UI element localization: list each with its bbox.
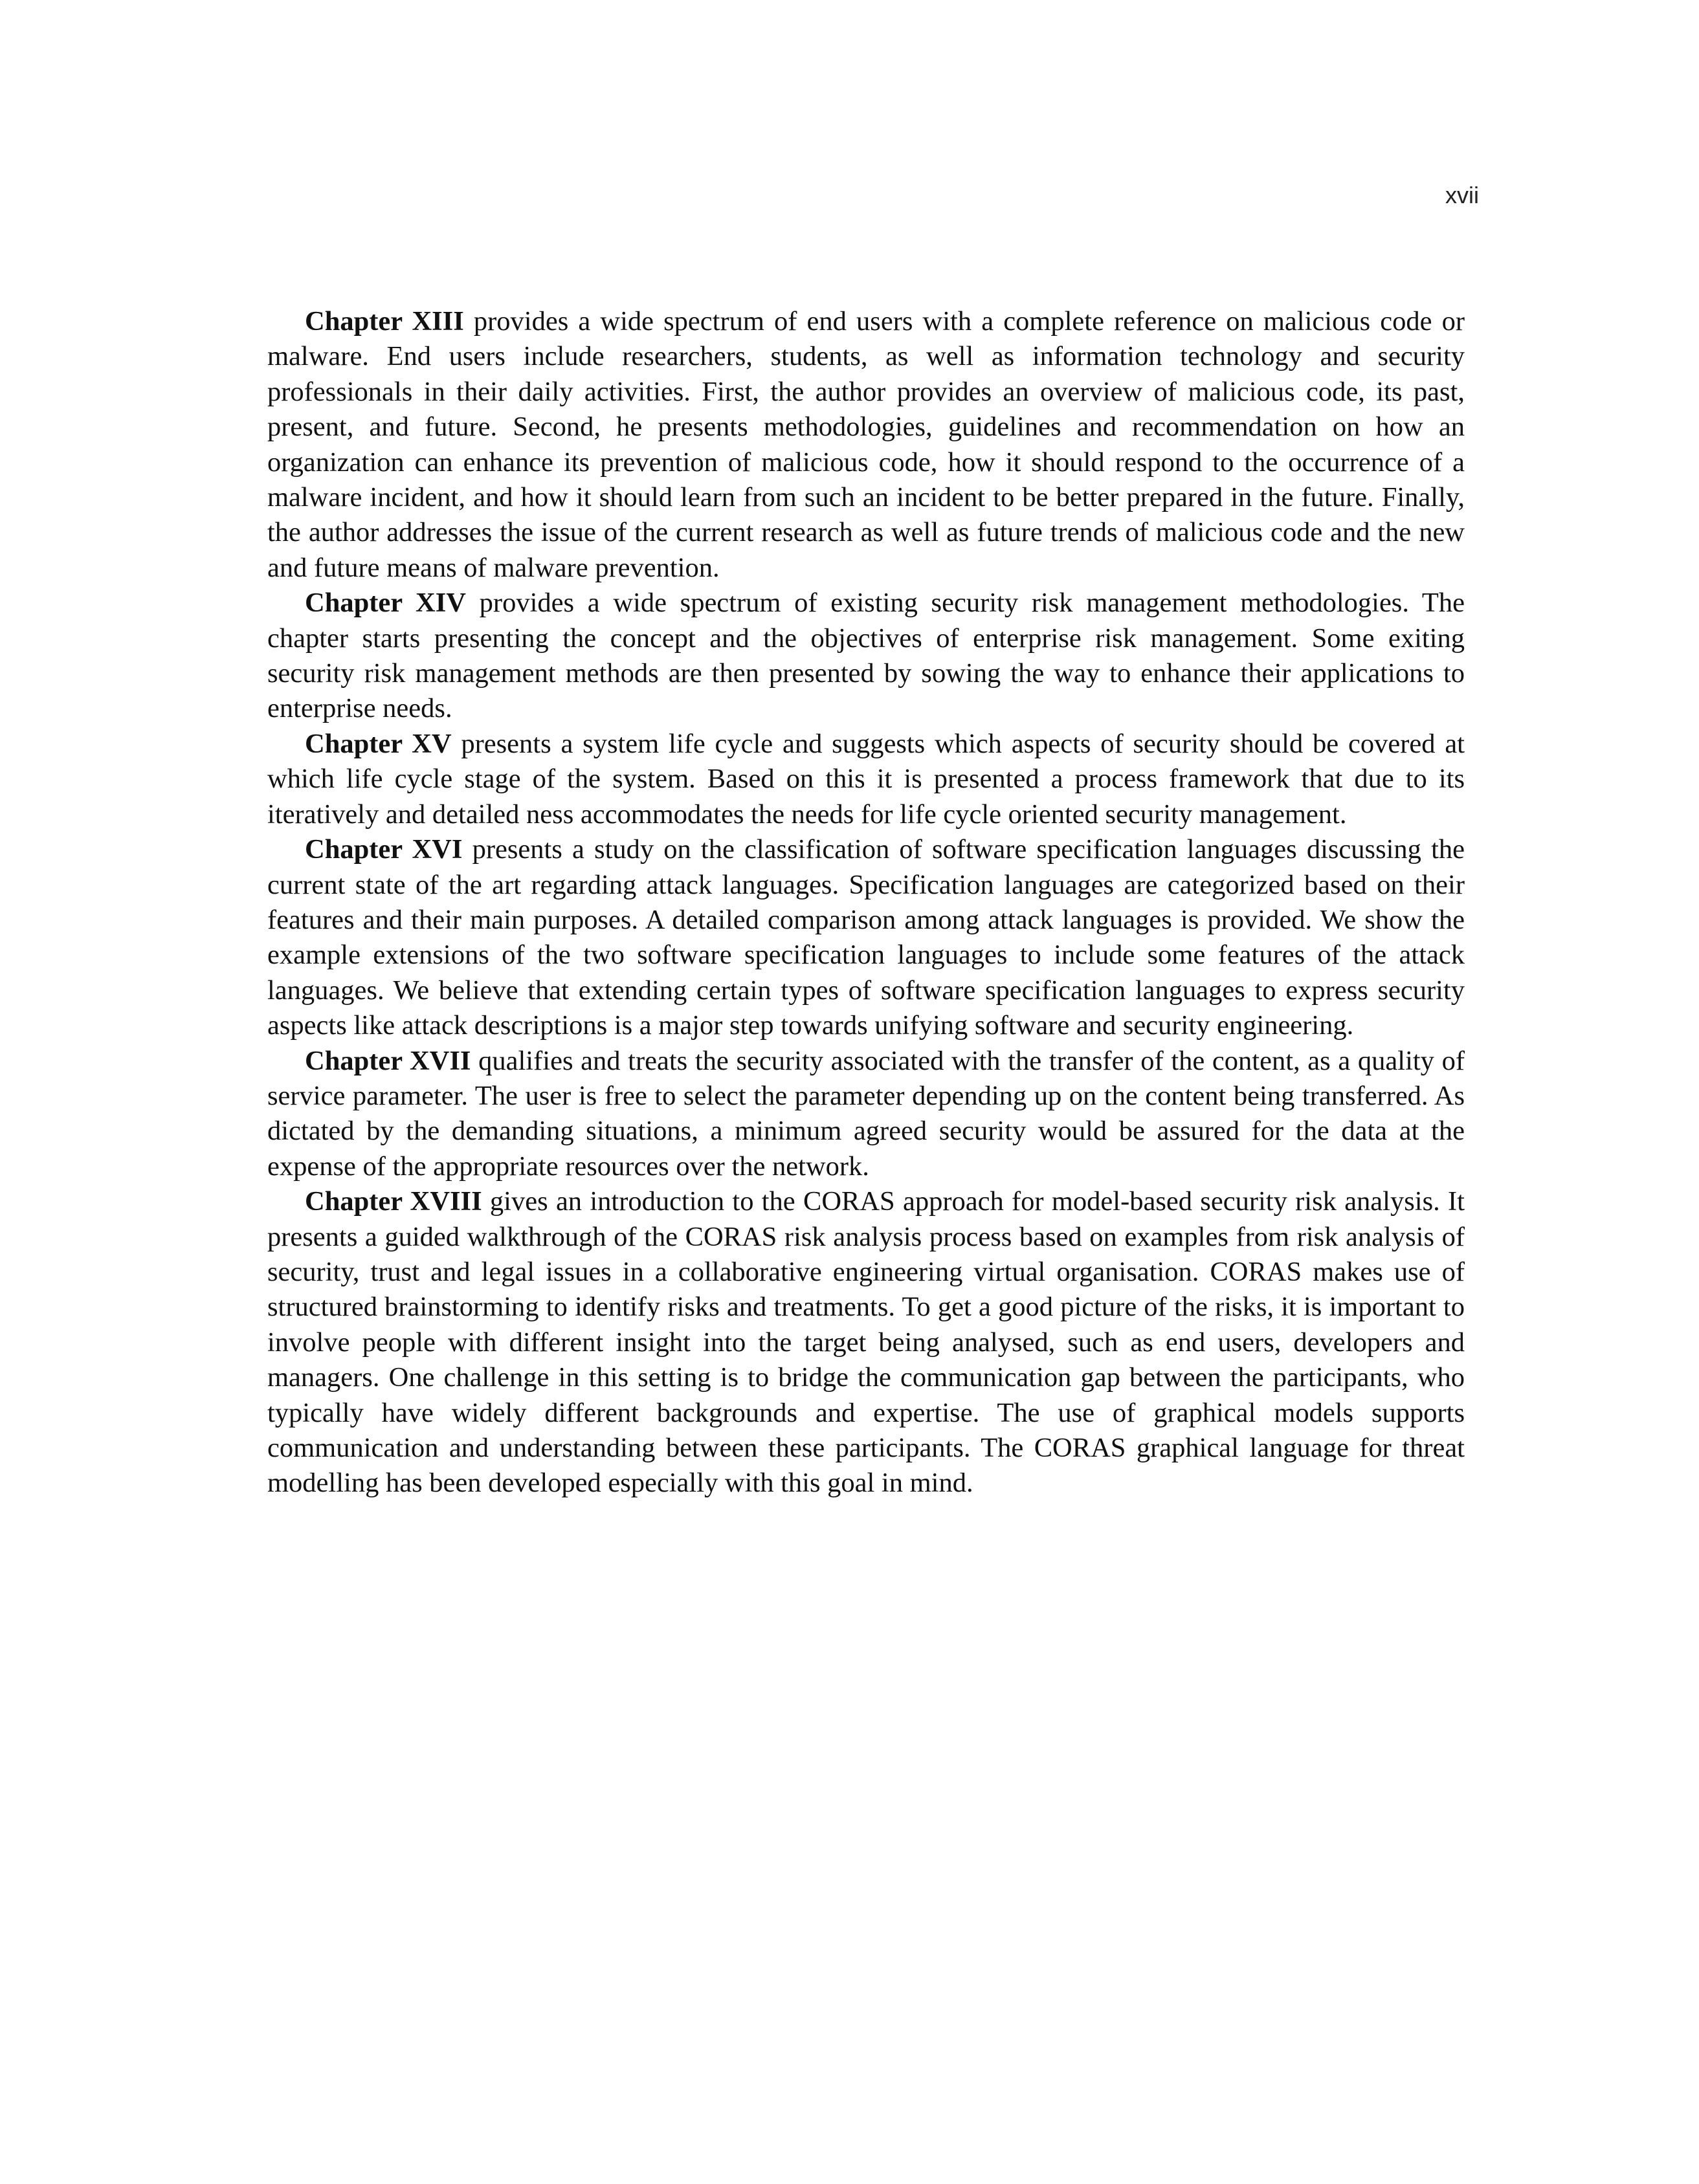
paragraph-text: gives an introduction to the CORAS approach for model-based security risk analysis. It presents a guided walkthrough of the CORAS risk analysis process based on examples from risk analysis of security, trust and legal issues in a collaborative engineering virtual organisation. CORAS makes use of structured brainstorming to identify risks and treatments. To get a good picture of the risks, it is important to involve people with different insight into the target being analysed, such as end users, developers and managers. One challenge in this setting is to bridge the communication gap between the participants, who typically have widely different backgrounds and expertise. The use of graphical models supports communication and understanding between these participants. The CORAS graphical language for threat modelling has been developed especially with this goal in mind.	[267, 1186, 1465, 1499]
chapter-heading: Chapter XIII	[305, 306, 464, 336]
paragraph-chapter-xv	[267, 727, 1465, 832]
paragraph-text: qualifies and treats the security associated with the transfer of the content, as a quality of service parameter. The user is free to select the parameter depending up on the content being transferred. As dictated by the demanding situations, a minimum agreed security would be assured for the data at the expense of the appropriate resources over the network.	[267, 1045, 1465, 1182]
paragraph-chapter-xiv	[267, 586, 1465, 727]
chapter-heading: Chapter XIV	[305, 588, 466, 619]
paragraph-text: provides a wide spectrum of end users with a complete reference on malicious code or malware. End users include researchers, students, as well as information technology and security professionals in their daily activities. First, the author provides an overview of malicious code, its past, present, and future. Second, he presents methodologies, guidelines and recommendation on how an organization can enhance its prevention of malicious code, how it should respond to the occurrence of a malware incident, and how it should learn from such an incident to be better prepared in the future. Finally, the author addresses the issue of the current research as well as future trends of malicious code and the new and future means of malware prevention.	[267, 306, 1465, 583]
paragraph-chapter-xvii	[267, 1044, 1465, 1185]
paragraph-chapter-xiii	[267, 304, 1465, 586]
paragraph-chapter-xviii	[267, 1184, 1465, 1501]
chapter-heading: Chapter XVIII	[305, 1186, 482, 1217]
chapter-heading: Chapter XVII	[305, 1045, 471, 1076]
paragraph-text: provides a wide spectrum of existing security risk management methodologies. The chapter starts presenting the concept and the objectives of enterprise risk management. Some exiting security risk management methods are then presented by sowing the way to enhance their applications to enterprise needs.	[267, 588, 1465, 724]
body-text	[267, 304, 1465, 1501]
paragraph-chapter-xvi	[267, 832, 1465, 1043]
paragraph-text: presents a study on the classification of software specification languages discussing the current state of the art regarding attack languages. Specification languages are categorized based on their features and their main purposes. A detailed comparison among attack languages is provided. We show the example extensions of the two software specification languages to include some features of the attack languages. We believe that extending certain types of software specification languages to express security aspects like attack descriptions is a major step towards unifying software and security engineering.	[267, 834, 1465, 1041]
paragraph-text: presents a system life cycle and suggests which aspects of security should be covered at which life cycle stage of the system. Based on this it is presented a process framework that due to its iteratively and detailed ness accommodates the needs for life cycle oriented security management.	[267, 728, 1465, 830]
chapter-heading: Chapter XV	[305, 728, 452, 759]
page-number: xvii	[1445, 182, 1479, 208]
chapter-heading: Chapter XVI	[305, 834, 463, 865]
